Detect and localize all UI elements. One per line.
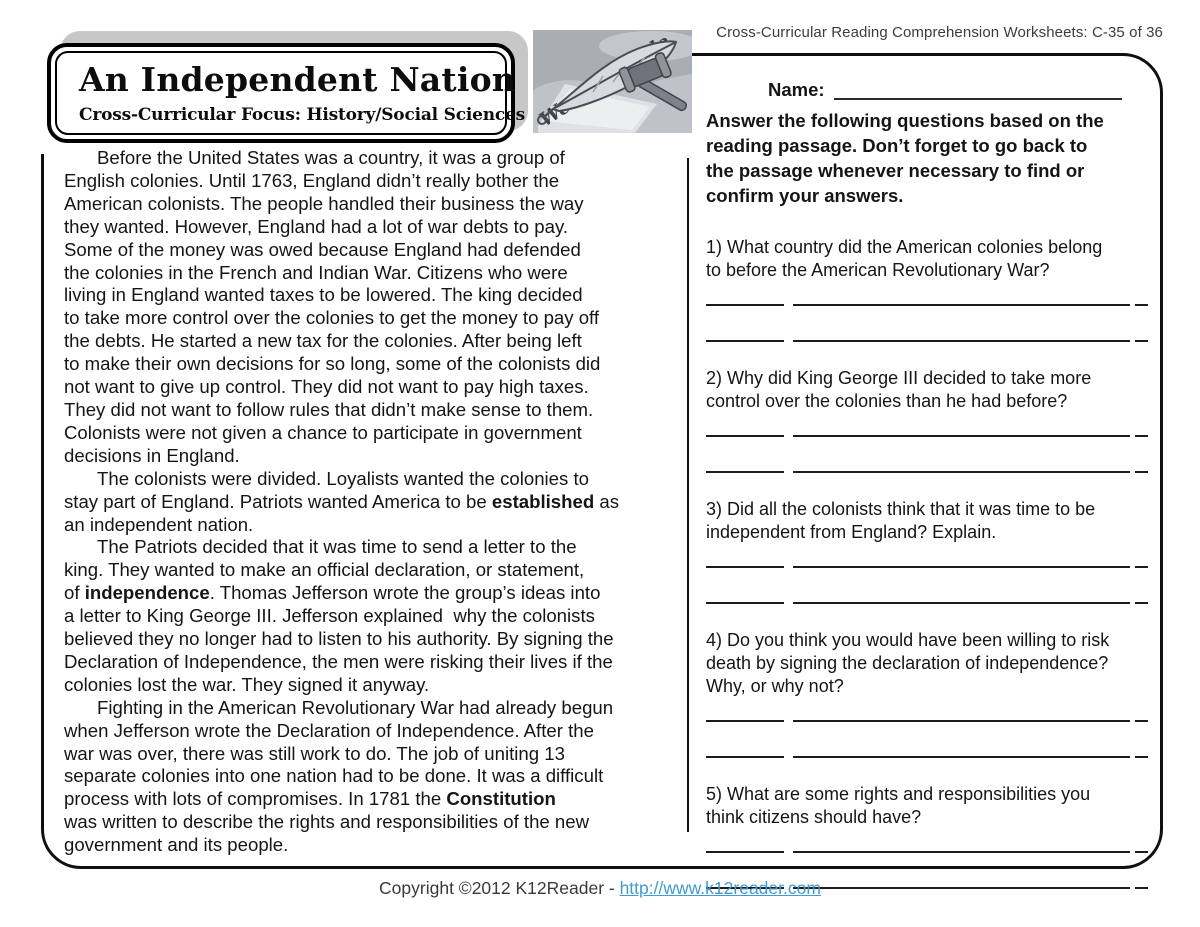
title-box: [24, 24, 536, 154]
passage-line: believed they no longer had to listen to his authority. By signing the: [64, 628, 614, 650]
passage-line: to take more control over the colonies to get the money to pay off: [64, 307, 600, 329]
footer-link[interactable]: http://www.k12reader.com: [619, 878, 821, 898]
answer-line-segment: [793, 340, 1130, 342]
passage-line: was written to describe the rights and responsibilities of the new: [64, 811, 590, 833]
answer-line-segment: [1135, 435, 1148, 437]
we-the-people-text: We: [535, 95, 575, 132]
column-divider: [687, 158, 689, 832]
instructions-line: Answer the following questions based on the: [706, 110, 1104, 131]
answer-line-segment: [706, 340, 784, 342]
question-text-line: 3) Did all the colonists think that it was time to be: [706, 499, 1096, 519]
passage-line: of independence. Thomas Jefferson wrote the group’s ideas into: [64, 582, 601, 604]
question-1: [706, 236, 1148, 343]
passage-line: government and its people.: [64, 834, 289, 856]
question-2: [706, 367, 1148, 474]
answer-line[interactable]: [706, 435, 1148, 438]
answer-line-segment: [793, 435, 1130, 437]
passage-line: The colonists were divided. Loyalists wanted the colonies to: [97, 467, 589, 489]
question-5: [706, 783, 1148, 890]
answer-line-segment: [706, 566, 784, 568]
question-text-line: 4) Do you think you would have been willing to risk: [706, 630, 1110, 650]
answer-line-segment: [1135, 602, 1148, 604]
passage-line: stay part of England. Patriots wanted America to be established as: [64, 490, 620, 512]
passage-line: war was over, there was still work to do. The job of uniting 13: [64, 742, 565, 764]
question-text-line: think citizens should have?: [706, 807, 922, 827]
question-text-line: death by signing the declaration of independence?: [706, 653, 1109, 673]
passage-line: not want to give up control. They did not want to pay high taxes.: [64, 376, 589, 398]
answer-line-segment: [793, 566, 1130, 568]
answer-line-segment: [793, 471, 1130, 473]
passage-line: colonies lost the war. They signed it anyway.: [64, 673, 430, 695]
answer-line-segment: [706, 851, 784, 853]
instructions-text: [706, 108, 1148, 208]
answer-line[interactable]: [706, 304, 1148, 307]
passage-line: when Jefferson wrote the Declaration of Independence. After the: [64, 719, 594, 741]
passage-line: Before the United States was a country, it was a group of: [97, 147, 565, 168]
question-text-line: to before the American Revolutionary War?: [706, 260, 1050, 280]
answer-line[interactable]: [706, 471, 1148, 474]
header-worksheet-label: Cross-Curricular Reading Comprehension Worksheets: C-35 of 36: [716, 24, 1163, 41]
answer-line-segment: [793, 756, 1130, 758]
answer-line[interactable]: [706, 566, 1148, 569]
question-text-line: 2) Why did King George III decided to take more: [706, 368, 1092, 388]
answer-line-segment: [706, 304, 784, 306]
passage-line: the colonies in the French and Indian War. Citizens who were: [64, 261, 568, 283]
answer-line-segment: [706, 756, 784, 758]
questions-panel: [706, 78, 1148, 890]
answer-line-segment: [793, 851, 1130, 853]
instructions-line: reading passage. Don’t forget to go back to: [706, 135, 1088, 156]
name-blank-line[interactable]: [834, 79, 1122, 100]
instructions-line: the passage whenever necessary to find or: [706, 160, 1085, 181]
name-row: [706, 78, 1148, 100]
answer-line[interactable]: [706, 756, 1148, 759]
copyright-text: Copyright ©2012 K12Reader -: [379, 878, 620, 898]
worksheet-title: An Independent Nation: [79, 60, 516, 99]
question-text-line: control over the colonies than he had before?: [706, 391, 1068, 411]
quill-gavel-illustration: [533, 30, 692, 133]
name-label: Name:: [768, 79, 825, 100]
question-text-line: 5) What are some rights and responsibilities you: [706, 784, 1091, 804]
answer-line-segment: [1135, 340, 1148, 342]
answer-line-segment: [706, 471, 784, 473]
passage-line: Fighting in the American Revolutionary War had already begun: [97, 696, 614, 718]
worksheet-subtitle: Cross-Curricular Focus: History/Social Sciences: [79, 105, 526, 125]
passage-line: an independent nation.: [64, 513, 254, 535]
title-box-inner-frame: [55, 51, 526, 135]
passage-line: king. They wanted to make an official declaration, or statement,: [64, 559, 585, 581]
answer-line-segment: [706, 602, 784, 604]
answer-line[interactable]: [706, 340, 1148, 343]
passage-line: separate colonies into one nation had to be done. It was a difficult: [64, 765, 604, 787]
footer: [0, 878, 1200, 899]
answer-line[interactable]: [706, 851, 1148, 854]
passage-line: process with lots of compromises. In 1781 the Constitution: [64, 788, 556, 810]
answer-line-segment: [706, 435, 784, 437]
passage-line: a letter to King George III. Jefferson explained why the colonists: [64, 605, 595, 627]
question-3: [706, 498, 1148, 605]
answer-line-segment: [793, 720, 1130, 722]
questions-list: [706, 236, 1148, 890]
answer-line-segment: [1135, 471, 1148, 473]
instructions-line: confirm your answers.: [706, 185, 904, 206]
question-text-line: 1) What country did the American colonies belong: [706, 237, 1103, 257]
passage-line: English colonies. Until 1763, England didn’t really bother the: [64, 169, 560, 191]
answer-line-segment: [793, 602, 1130, 604]
passage-line: living in England wanted taxes to be lowered. The king decided: [64, 284, 583, 306]
title-box-frame: [47, 43, 526, 143]
answer-line-segment: [1135, 566, 1148, 568]
passage-line: decisions in England.: [64, 444, 240, 466]
answer-line[interactable]: [706, 602, 1148, 605]
answer-line-segment: [793, 304, 1130, 306]
question-4: [706, 629, 1148, 759]
reading-passage: [64, 147, 679, 857]
passage-line: they wanted. However, England had a lot of war debts to pay.: [64, 215, 569, 237]
passage-line: Declaration of Independence, the men were risking their lives if the: [64, 650, 613, 672]
answer-line-segment: [1135, 720, 1148, 722]
passage-line: They did not want to follow rules that didn’t make sense to them.: [64, 398, 594, 420]
passage-line: The Patriots decided that it was time to send a letter to the: [97, 536, 577, 558]
question-text-line: independent from England? Explain.: [706, 522, 997, 542]
passage-line: Some of the money was owed because England had defended: [64, 238, 581, 260]
answer-line-segment: [1135, 756, 1148, 758]
passage-line: American colonists. The people handled their business the way: [64, 192, 584, 214]
passage-line: to make their own decisions for so long, some of the colonists did: [64, 353, 601, 375]
passage-line: Colonists were not given a chance to participate in government: [64, 421, 582, 443]
answer-line-segment: [1135, 851, 1148, 853]
answer-line-segment: [706, 720, 784, 722]
passage-line: the debts. He started a new tax for the colonies. After being left: [64, 330, 582, 352]
question-text-line: Why, or why not?: [706, 676, 844, 696]
answer-line-segment: [1135, 304, 1148, 306]
answer-line[interactable]: [706, 720, 1148, 723]
